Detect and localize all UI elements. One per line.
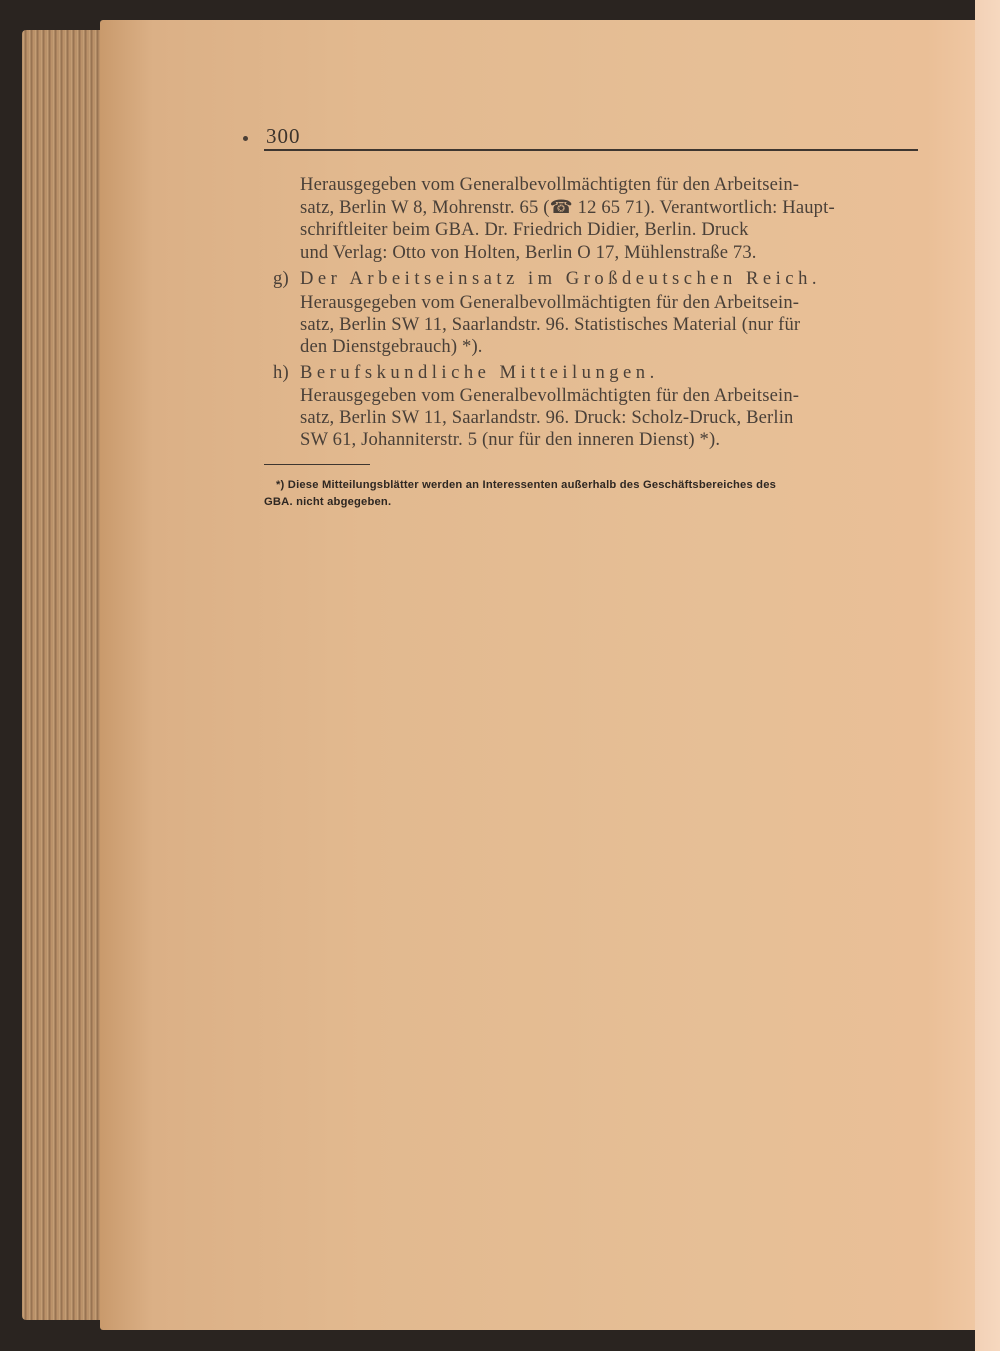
- ink-dot: [243, 136, 248, 141]
- entry-h-line-2: satz, Berlin SW 11, Saarlandstr. 96. Druck: Scholz-Druck, Berlin: [300, 407, 794, 428]
- entry-f-line-1: Herausgegeben vom Generalbevollmächtigten für den Arbeitsein-: [300, 174, 800, 195]
- entry-f-line-3: schriftleiter beim GBA. Dr. Friedrich Didier, Berlin. Druck: [300, 219, 749, 240]
- entry-h-marker: h): [273, 362, 289, 383]
- entry-g-line-3: den Dienstgebrauch) *).: [300, 336, 483, 357]
- entry-g-title: Der Arbeitseinsatz im Großdeutschen Reich.: [300, 268, 822, 289]
- header-rule: [264, 149, 918, 151]
- entry-g-marker: g): [273, 268, 289, 289]
- entry-f-line-2: satz, Berlin W 8, Mohrenstr. 65 (☎ 12 65 71). Verantwortlich: Haupt-: [300, 197, 835, 218]
- footnote-line-1: *) Diese Mitteilungsblätter werden an Interessenten außerhalb des Geschäftsbereiches des: [276, 479, 777, 491]
- entry-h-line-1: Herausgegeben vom Generalbevollmächtigten für den Arbeitsein-: [300, 385, 800, 406]
- page-number: 300: [266, 124, 301, 148]
- entry-h-line-3: SW 61, Johanniterstr. 5 (nur für den inneren Dienst) *).: [300, 429, 721, 450]
- entry-h-title: Berufskundliche Mitteilungen.: [300, 362, 659, 383]
- entry-g-line-1: Herausgegeben vom Generalbevollmächtigten für den Arbeitsein-: [300, 292, 800, 313]
- entry-f-line-4: und Verlag: Otto von Holten, Berlin O 17, Mühlenstraße 73.: [300, 242, 757, 263]
- facing-page-edge: [975, 0, 1000, 1351]
- entry-g-line-2: satz, Berlin SW 11, Saarlandstr. 96. Statistisches Material (nur für: [300, 314, 801, 335]
- book-page-edges: [22, 30, 112, 1320]
- footnote-line-2: GBA. nicht abgegeben.: [264, 496, 392, 508]
- footnote-rule: [264, 464, 370, 465]
